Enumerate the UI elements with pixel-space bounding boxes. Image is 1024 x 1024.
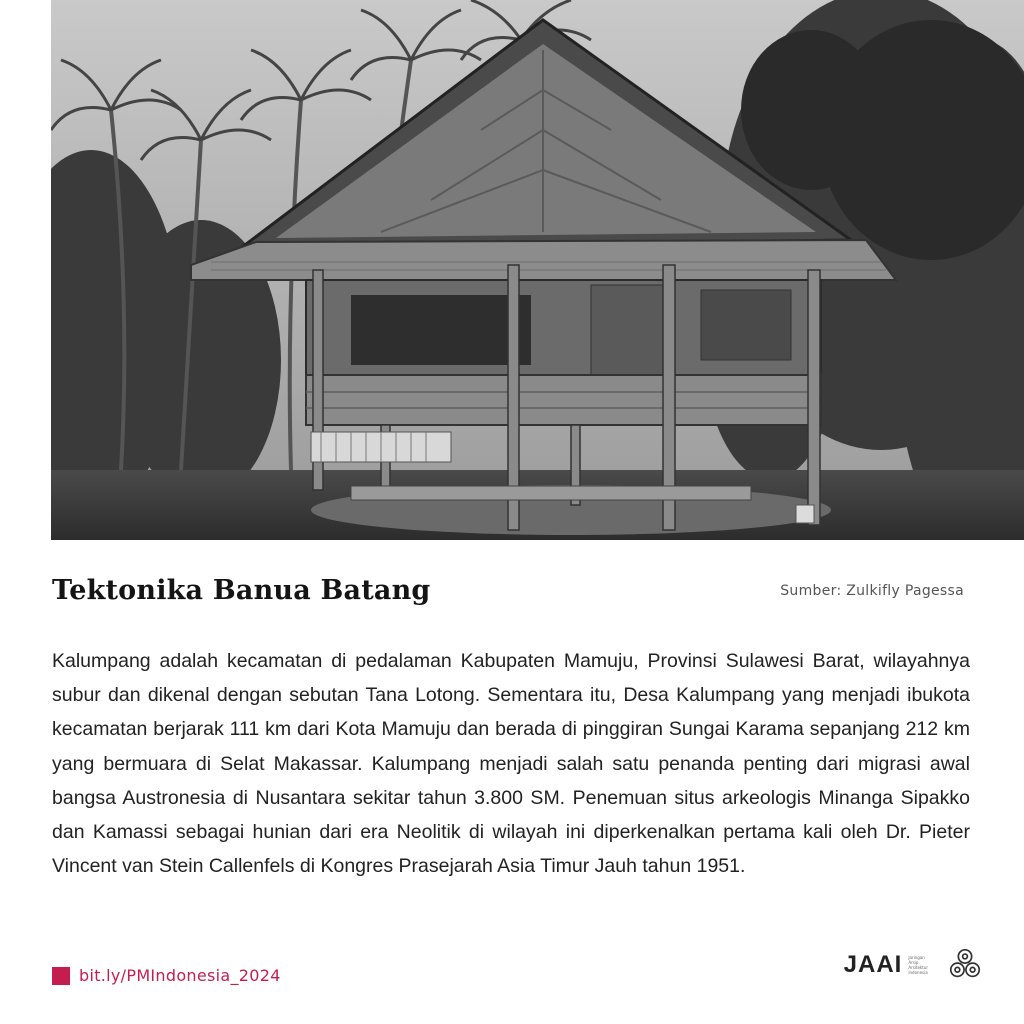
brand-sub-line: Indonesia [908,970,928,975]
page-title: Tektonika Banua Batang [52,575,431,606]
brand-logo [844,946,984,984]
brand-name: JAAI [843,951,903,978]
photo-credit: Sumber: Zulkifly Pagessa [780,583,964,599]
brand-subtitle [908,955,928,975]
brand-sub-line: Arsip [908,960,919,965]
brand-sub-line: Arsitektur [908,965,928,970]
square-icon [52,967,70,985]
footer-link-text[interactable]: bit.ly/PMIndonesia_2024 [79,966,281,985]
body-paragraph: Kalumpang adalah kecamatan di pedalaman Kabupaten Mamuju, Provinsi Sulawesi Barat, wilayahnya subur dan dikenal dengan sebutan Tana Lotong. Sementara itu, Desa Kalumpang yang menjadi ibukota kecamatan berjarak 111 km dari Kota Mamuju dan berada di pinggiran Sungai Karama sepanjang 212 km yang bermuara di Selat Makassar. Kalumpang menjadi salah satu penanda penting dari migrasi awal bangsa Austronesia di Nusantara sekitar tahun 3.800 SM. Penemuan situs arkeologis Minanga Sipakko dan Kamassi sebagai hunian dari era Neolitik di wilayah ini diperkenalkan pertama kali oleh Dr. Pieter Vincent van Stein Callenfels di Kongres Prasejarah Asia Timur Jauh tahun 1951. [52,650,970,878]
brand-sub-line: Jaringan [908,955,925,960]
footer-link[interactable] [52,966,281,985]
triskele-icon [946,946,984,984]
house-photo [51,0,1024,540]
